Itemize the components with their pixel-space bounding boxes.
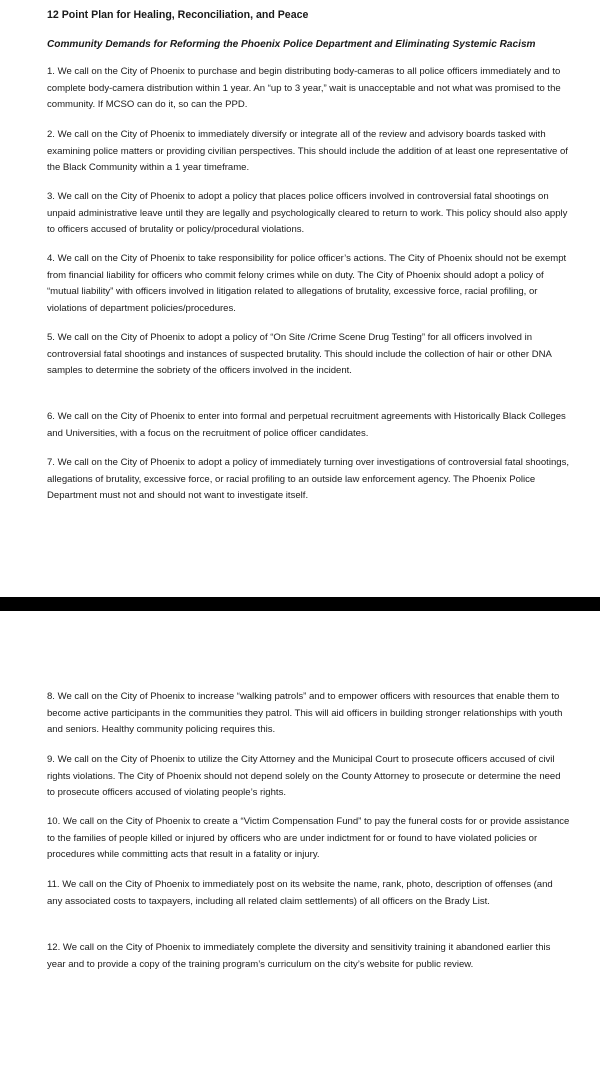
demand-item-12: 12. We call on the City of Phoenix to immediately complete the diversity and sensitivity training it abandoned earlier this year and to provide a copy of the training program’s curriculum on the city’s website for public review. bbox=[47, 942, 551, 970]
page-divider bbox=[0, 597, 600, 611]
demand-item-11: 11. We call on the City of Phoenix to immediately post on its website the name, rank, photo, description of offenses (and any associated costs to taxpayers, including all related claim settlements) of all officers on the Brady List. bbox=[47, 879, 553, 907]
demand-item-5: 5. We call on the City of Phoenix to adopt a policy of “On Site /Crime Scene Drug Testing” for all officers involved in controversial fatal shootings and instances of suspected brutality. This should include the collection of hair or other DNA samples to determine the sobriety of the officers involved in the incident. bbox=[47, 332, 552, 377]
demand-item-9: 9. We call on the City of Phoenix to utilize the City Attorney and the Municipal Court to prosecute officers accused of civil rights violations. The City of Phoenix should not depend solely on the County Attorney to prosecute or determine the need to prosecute officers accused of violating people’s rights. bbox=[47, 754, 561, 799]
document-title: 12 Point Plan for Healing, Reconciliation, and Peace bbox=[47, 9, 309, 21]
demand-item-2: 2. We call on the City of Phoenix to immediately diversify or integrate all of the review and advisory boards tasked with examining police matters or providing civilian perspectives. This should include the addition of at least one representative of the Black Community within a 1 year timeframe. bbox=[47, 129, 568, 174]
demand-item-6: 6. We call on the City of Phoenix to enter into formal and perpetual recruitment agreements with Historically Black Colleges and Universities, with a focus on the recruitment of police officer candidates. bbox=[47, 411, 566, 439]
demand-item-10: 10. We call on the City of Phoenix to create a “Victim Compensation Fund” to pay the funeral costs for or provide assistance to the families of people killed or injured by officers who are under indictment for or found to have violated policies or procedures while committing acts that result in a fatality or injury. bbox=[47, 816, 570, 861]
demand-item-1: 1. We call on the City of Phoenix to purchase and begin distributing body-cameras to all police officers immediately and to complete body-camera distribution within 1 year. An “up to 3 year,” wait is unacceptable and not what was promised to the community. If MCSO can do it, so can the PPD. bbox=[47, 66, 561, 111]
demand-item-7: 7. We call on the City of Phoenix to adopt a policy of immediately turning over investigations of controversial fatal shootings, allegations of brutality, excessive force, or racial profiling to an outside law enforcement agency. The Phoenix Police Department must not and should not want to investigate itself. bbox=[47, 457, 569, 502]
demand-item-8: 8. We call on the City of Phoenix to increase “walking patrols” and to empower officers with resources that enable them to become active participants in the communities they patrol. This will aid officers in building stronger relationships with youth and seniors. Healthy community policing requires this. bbox=[47, 691, 563, 736]
document-subtitle: Community Demands for Reforming the Phoenix Police Department and Eliminating Systemic Racism bbox=[47, 39, 536, 50]
document-page-2 bbox=[0, 611, 600, 1067]
demand-item-4: 4. We call on the City of Phoenix to take responsibility for police officer’s actions. The City of Phoenix should not be exempt from financial liability for officers who commit felony crimes while on duty. The City of Phoenix should adopt a policy of “mutual liability” with officers involved in litigation related to allegations of brutality, excessive force, racial profiling, or violations of department policies/procedures. bbox=[47, 253, 567, 315]
demand-item-3: 3. We call on the City of Phoenix to adopt a policy that places police officers involved in controversial fatal shootings on unpaid administrative leave until they are legally and psychologically cleared to return to work. This policy should also apply to officers accused of brutality or policy/procedural violations. bbox=[47, 191, 568, 236]
